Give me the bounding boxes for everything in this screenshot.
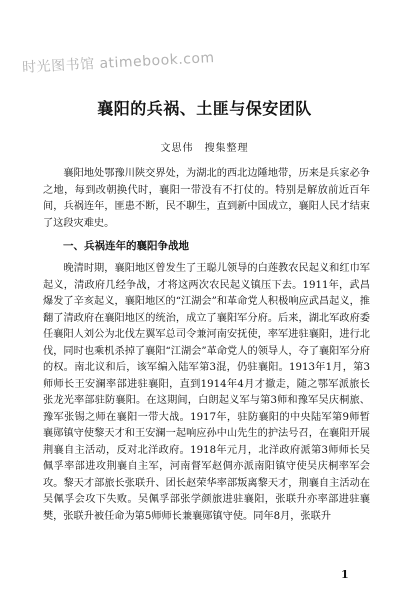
intro-paragraph: 襄阳地处鄂豫川陕交界处，为湖北的西北边陲地带，历来是兵家必争之地，每到改朝换代时，襄阳一带没有不打仗的。特别是解放前近百年间，兵祸连年，匪患不断，民不聊生，直到新中国成立，襄阳人民才结束了这段灾难史。 bbox=[43, 168, 370, 229]
page-number: 1 bbox=[341, 568, 349, 581]
watermark: 时光图书馆 atimebook.com bbox=[21, 49, 215, 77]
section-paragraph: 晚清时期，襄阳地区曾发生了王聪儿领导的白莲教农民起义和红巾军起义，清政府几经争战，才将这两次农民起义镇压下去。1911年，武昌爆发了辛亥起义，襄阳地区的“江湖会”和革命党人积极响应武昌起义，推翻了清政府在襄阳地区的统治，成立了襄阳军分府。后来，湖北军政府委任襄阳人刘公为北伐左翼军总司令兼河南安抚使，率军进驻襄阳，进行北伐，同时也乘机杀掉了襄阳“江湖会”革命党人的领导人，夺了襄阳军分府的权。南北议和后，该军编入陆军第3混，仍驻襄阳。1913年1月，第3师师长王安澜率部进驻襄阳，直到1914年4月才撤走，随之鄂军派旅长张龙光率部驻防襄阳。在这期间，白朗起义军与第3师和豫军吴庆桐旅、豫军张锡之师在襄阳一带大战。1917年，驻防襄阳的中央陆军第9师暂襄郧镇守使黎天才和王安澜一起响应孙中山先生的护法号召，在襄阳开展荆襄自主活动，反对北洋政府。1918年元月，北洋政府派第3师师长吴佩孚率部进攻荆襄自主军，河南督军赵倜亦派南阳镇守使吴庆桐率军会攻。黎天才部旅长张联升、团长赵荣华率部叛离黎天才，荆襄自主活动在吴佩孚会攻下失败。吴佩孚部张学颜旅进驻襄阳，张联升亦率部进驻襄樊，张联升被任命为第5师师长兼襄郧镇守使。同年8月，张联升 bbox=[43, 263, 370, 522]
section-heading: 一、兵祸连年的襄阳争战地 bbox=[63, 240, 189, 252]
article-title: 襄阳的兵祸、土匪与保安团队 bbox=[97, 99, 312, 118]
article-byline: 文思伟 搜集整理 bbox=[160, 143, 249, 154]
